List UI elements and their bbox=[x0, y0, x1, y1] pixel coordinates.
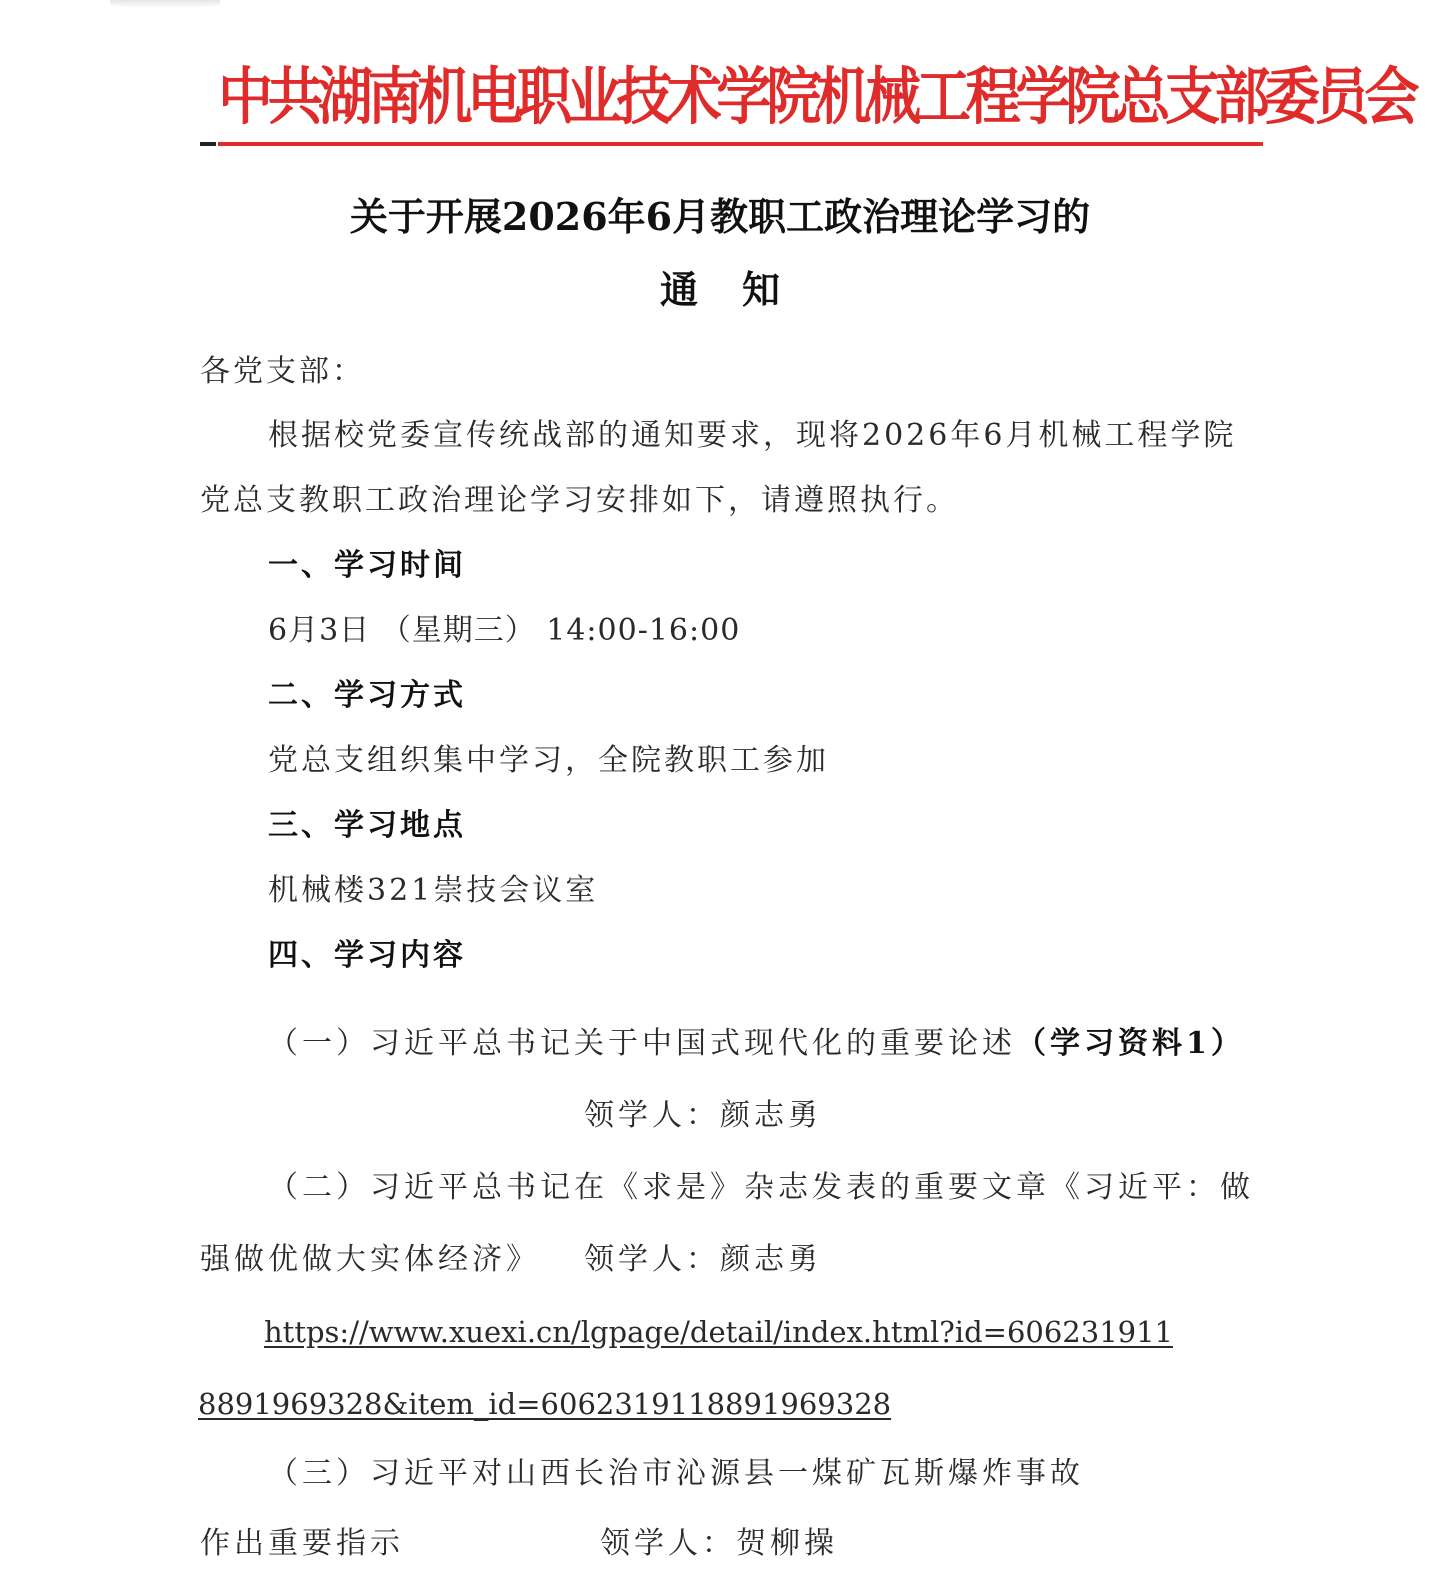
content-item-2-line-2: 强做优做大实体经济》 bbox=[200, 1242, 540, 1277]
section-location-heading: 三、学习地点 bbox=[268, 808, 466, 843]
content-item-2-leader: 领学人：颜志勇 bbox=[584, 1242, 822, 1277]
content-item-1-text: （一）习近平总书记关于中国式现代化的重要论述 bbox=[268, 1026, 1016, 1061]
section-location-text: 机械楼321崇技会议室 bbox=[268, 873, 599, 908]
intro-paragraph-line-1: 根据校党委宣传统战部的通知要求，现将2026年6月机械工程学院 bbox=[268, 418, 1237, 453]
top-edge-shadow bbox=[110, 0, 220, 8]
content-item-2-line-1: （二）习近平总书记在《求是》杂志发表的重要文章《习近平：做 bbox=[268, 1170, 1254, 1205]
section-time-heading: 一、学习时间 bbox=[268, 548, 466, 583]
header-left-dash bbox=[200, 142, 216, 146]
content-item-3-line-2: 作出重要指示 bbox=[200, 1526, 404, 1561]
organization-header-title: 中共湖南机电职业技术学院机械工程学院总支部委员会 bbox=[218, 60, 1415, 133]
content-item-3-leader: 领学人：贺柳操 bbox=[600, 1526, 838, 1561]
section-method-text: 党总支组织集中学习，全院教职工参加 bbox=[268, 743, 829, 778]
notice-title-line-1: 关于开展2026年6月教职工政治理论学习的 bbox=[349, 194, 1091, 239]
content-item-2-link-line-2[interactable]: 8891969328&item_id=6062319118891969328 bbox=[198, 1387, 892, 1421]
header-red-rule bbox=[218, 142, 1263, 146]
content-item-1 bbox=[268, 1024, 1245, 1064]
content-item-1-leader: 领学人：颜志勇 bbox=[584, 1098, 822, 1133]
section-content-heading: 四、学习内容 bbox=[268, 938, 466, 973]
content-item-3-line-1: （三）习近平对山西长治市沁源县一煤矿瓦斯爆炸事故 bbox=[268, 1456, 1084, 1491]
intro-paragraph-line-2: 党总支教职工政治理论学习安排如下，请遵照执行。 bbox=[200, 483, 959, 518]
content-item-2-link-line-1[interactable]: https://www.xuexi.cn/lgpage/detail/index.html?id=606231911 bbox=[264, 1315, 1173, 1349]
content-item-1-material: （学习资料1） bbox=[1016, 1026, 1245, 1061]
notice-title-line-2: 通知 bbox=[659, 267, 824, 312]
section-method-heading: 二、学习方式 bbox=[268, 678, 466, 713]
section-time-text: 6月3日 （星期三） 14:00-16:00 bbox=[268, 613, 741, 648]
salutation: 各党支部： bbox=[200, 354, 365, 389]
